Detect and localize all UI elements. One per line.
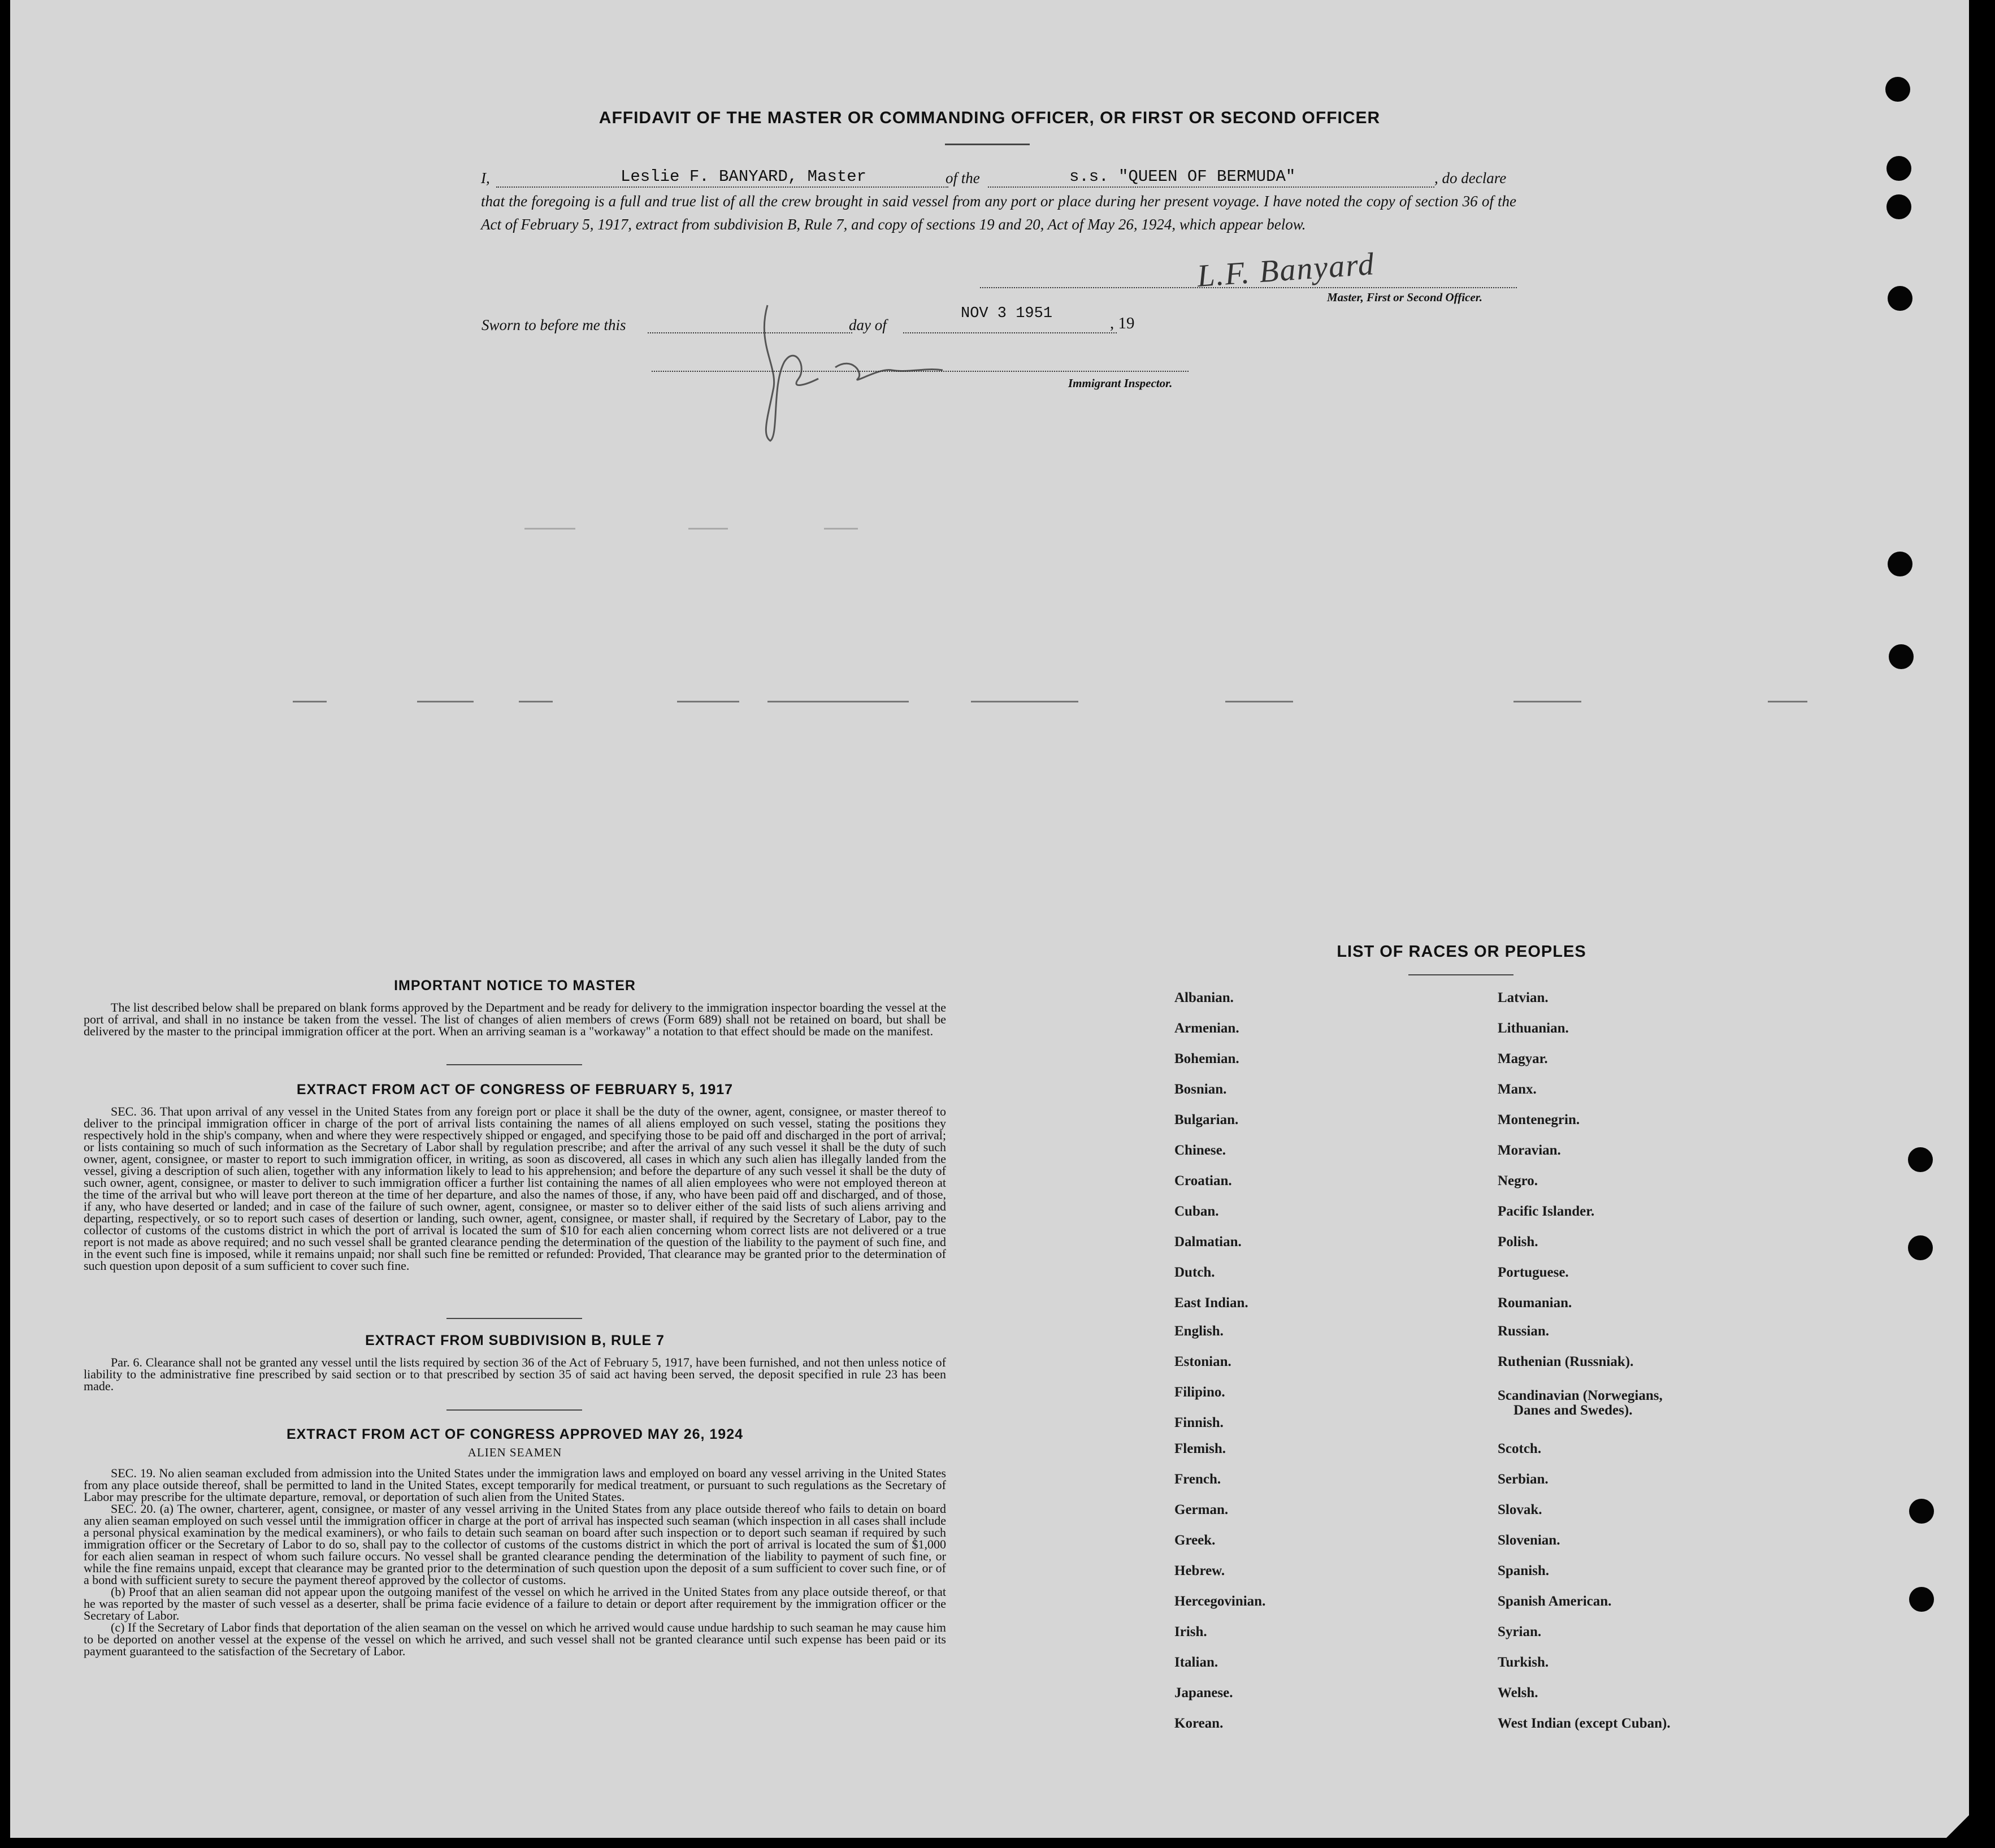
race-item: Polish. (1498, 1234, 1538, 1250)
race-item: Montenegrin. (1498, 1112, 1580, 1127)
faint-rule (293, 701, 327, 702)
punch-hole (1908, 1147, 1933, 1172)
race-item: Italian. (1174, 1655, 1218, 1670)
race-item: Croatian. (1174, 1173, 1232, 1188)
punch-hole (1886, 156, 1911, 181)
punch-hole (1908, 1235, 1933, 1260)
race-item: Ruthenian (Russniak). (1498, 1354, 1634, 1369)
document-page (10, 0, 1969, 1838)
faint-rule (1513, 701, 1581, 702)
race-item: Moravian. (1498, 1143, 1561, 1158)
race-item: Greek. (1174, 1533, 1216, 1548)
punch-hole (1888, 286, 1912, 311)
signature-caption: Master, First or Second Officer. (1327, 290, 1482, 304)
race-item: Russian. (1498, 1324, 1550, 1339)
master-signature: L.F. Banyard (1196, 246, 1376, 294)
extract-1924-heading: EXTRACT FROM ACT OF CONGRESS APPROVED MAY 26, 1924 (286, 1426, 744, 1442)
race-item: Estonian. (1174, 1354, 1231, 1369)
race-item: Korean. (1174, 1716, 1224, 1731)
punch-hole (1889, 644, 1914, 669)
race-item: French. (1174, 1472, 1221, 1487)
race-item: Spanish American. (1498, 1594, 1612, 1609)
section-rule (446, 1064, 582, 1065)
notice-body (84, 1001, 946, 1037)
declaration-prefix: I, (481, 170, 490, 186)
section-19-text: SEC. 19. No alien seaman excluded from admission into the United States under the immigration laws and employed on board any vessel arriving in the United States from any place outside thereof, shall be permitted to land in the United States, except temporarily for medical treatment, or pursuant to such regulations as the Secretary of Labor may prescribe for the ultimate departure, removal, or deportation of such alien from the United States. (84, 1466, 946, 1504)
race-item: Bosnian. (1174, 1082, 1227, 1097)
race-item: Scotch. (1498, 1441, 1542, 1456)
inspector-line (652, 371, 1189, 372)
race-item: Syrian. (1498, 1624, 1542, 1639)
race-item: English. (1174, 1324, 1224, 1339)
race-item: Turkish. (1498, 1655, 1549, 1670)
race-item: German. (1174, 1502, 1229, 1517)
race-item: Finnish. (1174, 1415, 1224, 1430)
page-corner (1946, 1815, 1969, 1838)
extract-rule7-heading: EXTRACT FROM SUBDIVISION B, RULE 7 (365, 1333, 665, 1348)
race-item: Scandinavian (Norwegians, (1498, 1388, 1663, 1403)
punch-hole (1885, 77, 1910, 102)
race-item: Lithuanian. (1498, 1021, 1569, 1036)
faint-rule (688, 528, 728, 530)
race-item: Welsh. (1498, 1685, 1538, 1700)
race-item: Pacific Islander. (1498, 1204, 1595, 1219)
faint-rule (1768, 701, 1807, 702)
punch-hole (1909, 1499, 1934, 1524)
race-item: Latvian. (1498, 990, 1549, 1005)
notice-text: The list described below shall be prepared on blank forms approved by the Department and be ready for delivery to the immigration inspector boarding the vessel at the port of arrival, and shall in no instance be taken from the vessel. The list of changes of alien members of crews (Form 689) shall not be retained on board, but shall be delivered by the master to the principal immigration officer at the port. When an arriving seaman is a "workaway" a notation to that effect should be made on the manifest. (84, 1000, 946, 1038)
race-item: Hebrew. (1174, 1563, 1225, 1578)
inspector-caption: Immigrant Inspector. (1068, 376, 1173, 390)
race-item: Dutch. (1174, 1265, 1215, 1280)
extract-1917-body (84, 1105, 946, 1272)
punch-hole (1888, 552, 1912, 576)
day-of-label: day of (849, 316, 887, 333)
race-item: Magyar. (1498, 1051, 1548, 1066)
section-20b-text: (b) Proof that an alien seaman did not appear upon the outgoing manifest of the vessel on which he arrived in the United States from any place outside thereof, or that he was reported by the master of such vessel as a deserter, shall be prima facie evidence of a failure to detain or deport after requirement by the immigration officer or the Secretary of Labor. (84, 1585, 946, 1623)
affidavit-title: AFFIDAVIT OF THE MASTER OR COMMANDING OFFICER, OR FIRST OR SECOND OFFICER (598, 109, 1381, 127)
name-fill-line (496, 186, 948, 188)
race-item: Cuban. (1174, 1204, 1219, 1219)
race-item: Bulgarian. (1174, 1112, 1239, 1127)
race-item: Danes and Swedes). (1513, 1403, 1633, 1418)
race-item: Armenian. (1174, 1021, 1239, 1036)
section-36-text: SEC. 36. That upon arrival of any vessel in the United States from any foreign port or place it shall be the duty of the owner, agent, consignee, or master thereof to deliver to the principal immigration officer in charge of the port of arrival lists containing the names of all aliens employed on such vessel, stating the positions they respectively hold in the ship's company, when and where they were respectively shipped or engaged, and specifying those to be paid off and discharged in the port of arrival; or lists containing so much of such information as the Secretary of Labor shall by regulation prescribe; and after the arrival of any such vessel it shall be the duty of such owner, agent, consignee, or master to report to such immigration officer, in writing, as soon as discovered, all cases in which any such alien has illegally landed from the vessel, giving a description of such alien, together with any information likely to lead to his apprehension; and before the departure of any such vessel it shall be the duty of such owner, agent, consignee, or master to deliver to such immigration officer a further list containing the names of all alien employees who were not employed thereon at the time of the arrival but who will leave port thereon at the time of her departure, and also the names of those, if any, who have been paid off and discharged, and of those, if any, who have deserted or landed; and in case of the failure of such owner, agent, consignee, or master so to deliver either of the said lists of such aliens arriving and departing, respectively, or so to report such cases of desertion or landing, such owner, agent, consignee, or master shall, if required by the Secretary of Labor, pay to the collector of customs of the customs district in which the port of arrival is located the sum of $10 for each alien concerning whom correct lists are not delivered or a true report is not made as above required; and no such vessel shall be granted clearance pending the determination of the question of the liability to the payment of such fine, and in the event such fine is imposed, while it remains unpaid; nor shall such fine be remitted or refunded: Provided, That clearance may be granted prior to the determination of such question upon deposit of a sum sufficient to cover such fine. (84, 1104, 946, 1273)
race-item: Slovenian. (1498, 1533, 1560, 1548)
race-item: Roumanian. (1498, 1295, 1572, 1311)
section-rule (446, 1318, 582, 1319)
declaration-body: that the foregoing is a full and true list of all the crew brought in said vessel from any port or place during her present voyage. I have noted the copy of section 36 of the Act of February 5, 1917, extract from subdivision B, Rule 7, and copy of sections 19 and 20, Act of May 26, 1924, which appear below. (481, 193, 1516, 233)
race-item: East Indian. (1174, 1295, 1248, 1311)
faint-rule (519, 701, 553, 702)
faint-rule (971, 701, 1078, 702)
faint-rule (1225, 701, 1293, 702)
race-item: Japanese. (1174, 1685, 1233, 1700)
title-rule (945, 144, 1030, 145)
race-item: West Indian (except Cuban). (1498, 1716, 1671, 1731)
section-20c-text: (c) If the Secretary of Labor finds that deportation of the alien seaman on the vessel on which he arrived would cause undue hardship to such seaman he may cause him to be deported on another vessel at the expense of the vessel on which he arrived, and such vessel shall not be granted clearance until such expense has been paid or its payment guaranteed to the satisfaction of the Secretary of Labor. (84, 1620, 946, 1658)
do-declare-label: , do declare (1434, 170, 1507, 186)
declarant-name: Leslie F. BANYARD, Master (621, 167, 867, 186)
faint-rule (677, 701, 739, 702)
faint-rule (824, 528, 858, 530)
race-item: Negro. (1498, 1173, 1538, 1188)
race-item: Manx. (1498, 1082, 1537, 1097)
faint-rule (417, 701, 474, 702)
vessel-name: s.s. "QUEEN OF BERMUDA" (1069, 167, 1296, 186)
races-rule (1408, 974, 1513, 975)
alien-seamen-subheading: ALIEN SEAMEN (467, 1446, 562, 1459)
faint-rule (767, 701, 909, 702)
punch-hole (1886, 194, 1911, 219)
race-item: Flemish. (1174, 1441, 1226, 1456)
race-item: Chinese. (1174, 1143, 1226, 1158)
race-item: Filipino. (1174, 1385, 1225, 1400)
notice-heading: IMPORTANT NOTICE TO MASTER (394, 978, 636, 994)
sworn-date: NOV 3 1951 (961, 305, 1053, 322)
sworn-label: Sworn to before me this (482, 316, 626, 333)
race-item: Serbian. (1498, 1472, 1549, 1487)
race-item: Bohemian. (1174, 1051, 1239, 1066)
race-item: Portuguese. (1498, 1265, 1569, 1280)
section-20a-text: SEC. 20. (a) The owner, charterer, agent, consignee, or master of any vessel arriving in the United States from any place outside thereof who fails to detain on board any alien seaman employed on such vessel until the immigration officer in charge at the port of arrival has inspected such seaman (which inspection in all cases shall include a personal physical examination by the medical examiners), or who fails to detain such seaman on board after such inspection or to deport such seaman if required by such immigration officer or the Secretary of Labor to do so, shall pay to the collector of customs of the customs district in which the port of arrival is located the sum of $1,000 for each alien seaman in respect of whom such failure occurs. No vessel shall be granted clearance pending the determination of the liability to payment of such fine, or while the fine remains unpaid, except that clearance may be granted prior to the determination of such question upon the deposit of a sum sufficient to cover such fine, or of a bond with sufficient surety to secure the payment thereof approved by the collector of customs. (84, 1502, 946, 1587)
inspector-signature (745, 300, 982, 452)
race-item: Hercegovinian. (1174, 1594, 1266, 1609)
faint-rule (524, 528, 575, 530)
of-the-label: of the (946, 170, 980, 186)
race-item: Irish. (1174, 1624, 1207, 1639)
vessel-fill-line (988, 186, 1434, 188)
extract-rule7-body (84, 1356, 946, 1392)
year-suffix: , 19 (1110, 314, 1135, 332)
section-rule (446, 1409, 582, 1411)
extract-1924-body (84, 1467, 946, 1657)
race-item: Spanish. (1498, 1563, 1550, 1578)
rule7-text: Par. 6. Clearance shall not be granted any vessel until the lists required by section 36 of the Act of February 5, 1917, have been furnished, and not then unless notice of liability to the administrative fine prescribed by said section or to that prescribed by section 35 of said act having been served, the deposit specified in rule 23 has been made. (84, 1355, 946, 1393)
extract-1917-heading: EXTRACT FROM ACT OF CONGRESS OF FEBRUARY 5, 1917 (296, 1082, 734, 1097)
race-item: Dalmatian. (1174, 1234, 1242, 1250)
race-item: Albanian. (1174, 990, 1234, 1005)
punch-hole (1909, 1587, 1934, 1612)
race-item: Slovak. (1498, 1502, 1542, 1517)
races-heading: LIST OF RACES OR PEOPLES (1337, 943, 1586, 961)
